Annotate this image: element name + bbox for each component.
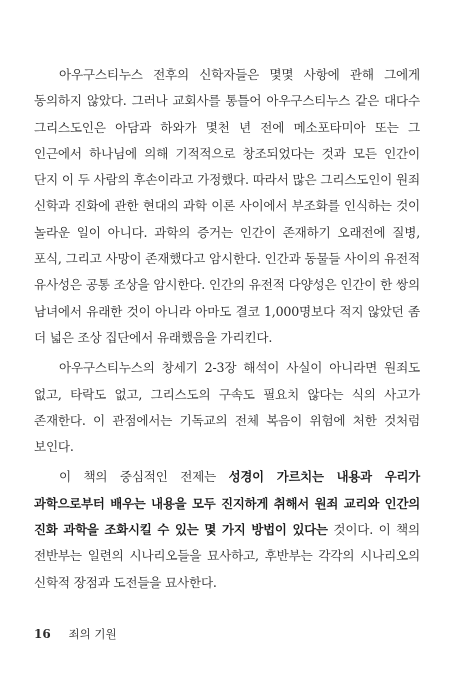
paragraph-3 [34, 464, 420, 595]
paragraph-3-tail: 것이다. 이 책의 전반부는 일련의 시나리오들을 묘사하고, 후반부는 각각의 시나리오의 신학적 장점과 도전들을 묘사한다. [34, 522, 420, 590]
body-text [34, 62, 420, 600]
page-number: 16 [34, 627, 51, 641]
paragraph-3-emphasis: 성경이 가르치는 내용과 우리가 과학으로부터 배우는 내용을 모두 진지하게 취해서 원죄 교리와 인간의 진화 과학을 조화시킬 수 있는 몇 가지 방법이 있다는 [34, 469, 421, 538]
running-title: 죄의 기원 [68, 627, 117, 641]
paragraph-1: 아우구스티누스 전후의 신학자들은 몇몇 사항에 관해 그에게 동의하지 않았다. 그러나 교회사를 통틀어 아우구스티누스 같은 대다수 그리스도인은 아담과 하와가 몇천 년 전에 메소포타미아 또는 그 인근에서 하나님에 의해 기적적으로 창조되었다는 것과 모든 인간이 단지 이 두 사람의 후손이라고 가정했다. 따라서 많은 그리스도인이 원죄 신학과 진화에 관한 현대의 과학 이론 사이에서 부조화를 인식하는 것이 놀라운 일이 아니다. 과학의 증거는 인간이 존재하기 오래전에 질병, 포식, 그리고 사망이 존재했다고 암시한다. 인간과 동물들 사이의 유전적 유사성은 공통 조상을 암시한다. 인간의 유전적 다양성은 인간이 한 쌍의 남녀에서 유래한 것이 아니라 아마도 결코 1,000명보다 적지 않았던 좀 더 넓은 조상 집단에서 유래했음을 가리킨다. [34, 67, 420, 345]
paragraph-3-lead: 이 책의 중심적인 전제는 [59, 469, 229, 485]
paragraph-2: 아우구스티누스의 창세기 2-3장 해석이 사실이 아니라면 원죄도 없고, 타락도 없고, 그리스도의 구속도 필요치 않다는 식의 사고가 존재한다. 이 관점에서는 기독교의 전체 복음이 위험에 처한 것처럼 보인다. [34, 360, 420, 455]
page-footer [34, 626, 117, 642]
